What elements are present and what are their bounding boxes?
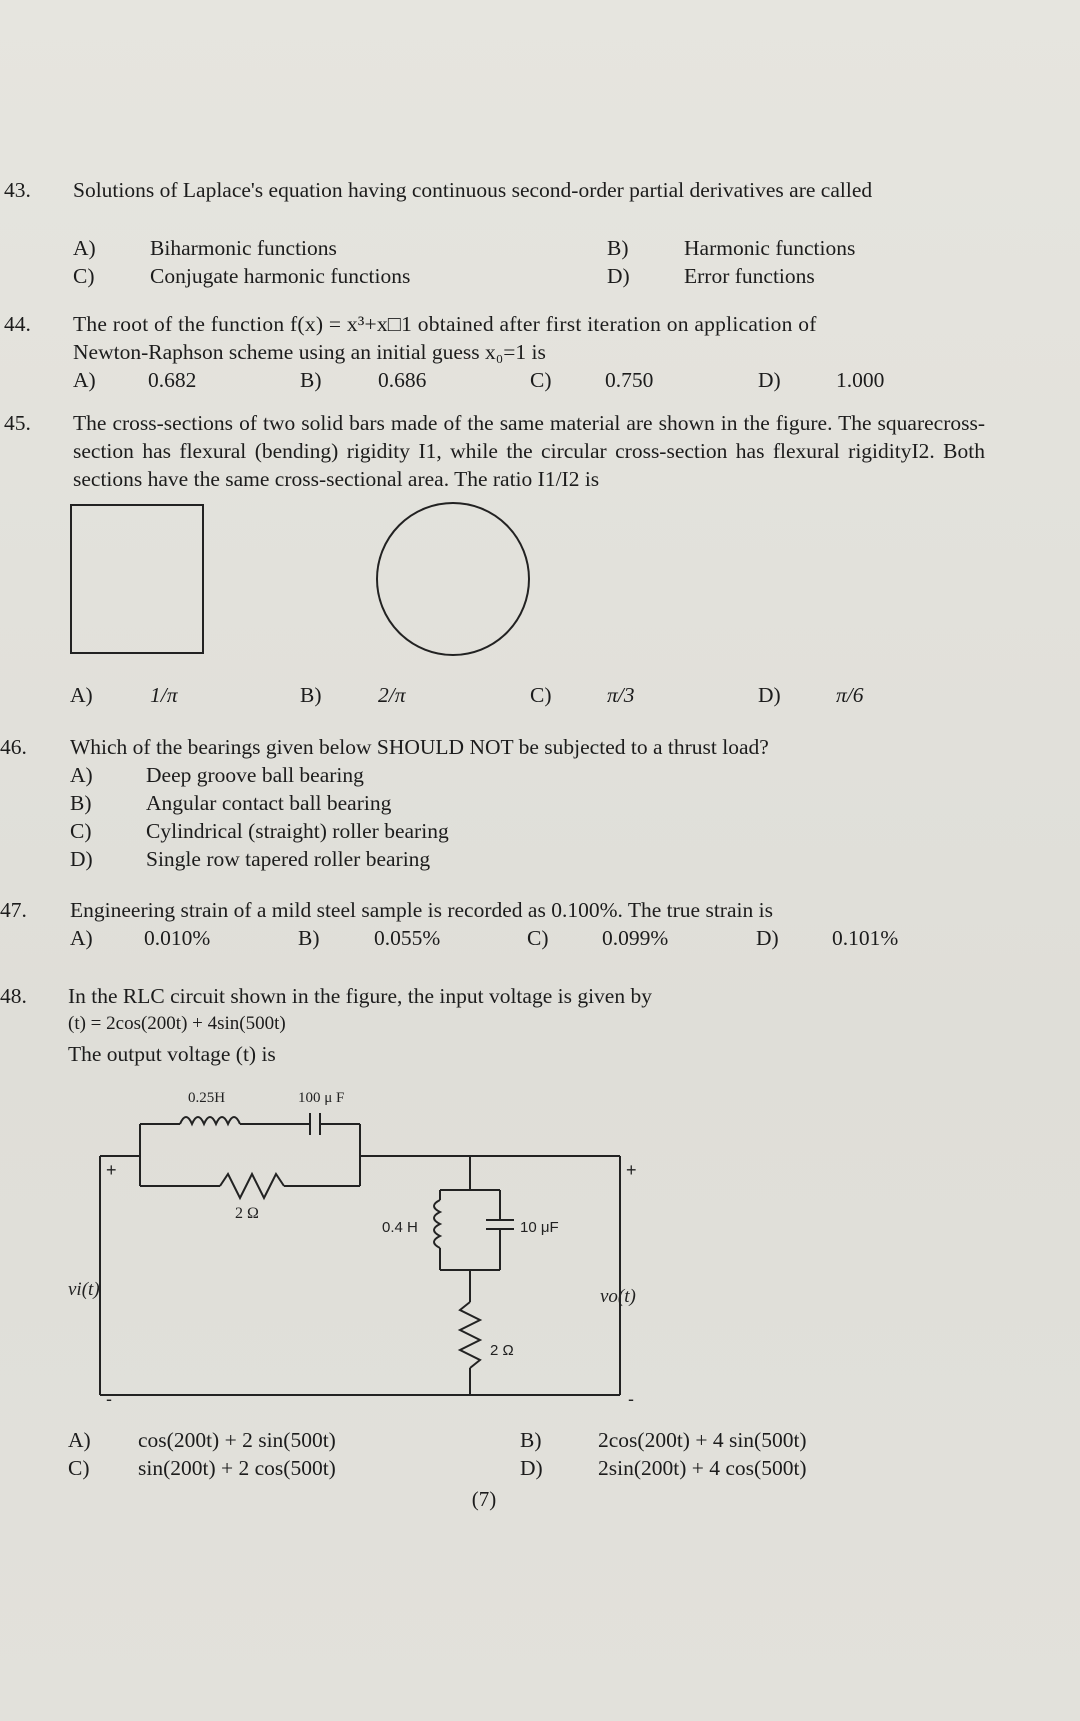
option-letter: A) <box>70 926 93 950</box>
option-letter: B) <box>607 236 629 260</box>
output-plus-label: + <box>626 1160 637 1180</box>
input-voltage-label: vi(t) <box>68 1279 100 1300</box>
capacitor-parallel-label: 10 μF <box>520 1219 559 1236</box>
inductor-parallel-symbol <box>434 1200 440 1248</box>
option-letter: D) <box>520 1456 543 1480</box>
option-letter: B) <box>520 1428 542 1452</box>
option-text: 0.099% <box>602 926 669 950</box>
option-letter: C) <box>527 926 549 950</box>
option-letter: C) <box>70 819 92 843</box>
option-text: 0.055% <box>374 926 441 950</box>
option-text: 0.010% <box>144 926 211 950</box>
circular-cross-section <box>377 503 529 655</box>
option-letter: D) <box>70 847 93 871</box>
resistor-bottom-symbol <box>460 1302 480 1368</box>
question-number: 48. <box>0 984 27 1008</box>
resistor-bottom-label: 2 Ω <box>490 1342 514 1359</box>
option-letter: C) <box>530 683 552 707</box>
question-number: 43. <box>4 178 31 202</box>
inductor-top-symbol <box>180 1117 240 1124</box>
option-text: Biharmonic functions <box>150 236 337 260</box>
option-letter: A) <box>70 763 93 787</box>
option-text: sin(200t) + 2 cos(500t) <box>138 1456 336 1480</box>
input-voltage-expression: (t) = 2cos(200t) + 4sin(500t) <box>68 1013 286 1034</box>
option-text: Angular contact ball bearing <box>146 791 392 815</box>
question-text-line: The output voltage (t) is <box>68 1042 276 1066</box>
option-letter: A) <box>68 1428 91 1452</box>
option-letter: C) <box>73 264 95 288</box>
inductor-parallel-label: 0.4 H <box>382 1219 418 1236</box>
question-text-line: The root of the function f(x) = x³+x□1 obtained after first iteration on application of <box>73 312 817 336</box>
option-text: Harmonic functions <box>684 236 856 260</box>
square-cross-section <box>71 505 203 653</box>
inductor-top-label: 0.25H <box>188 1090 226 1106</box>
question-number: 44. <box>4 312 31 336</box>
question-text: Solutions of Laplace's equation having continuous second-order partial derivatives are called <box>73 178 873 202</box>
question-number: 45. <box>4 411 31 435</box>
option-letter: C) <box>530 368 552 392</box>
capacitor-top-label: 100 μ F <box>298 1090 345 1106</box>
cross-section-figure <box>60 495 580 665</box>
question-text-line: Newton-Raphson scheme using an initial guess x₀=1 is <box>73 340 546 364</box>
option-letter: B) <box>70 791 92 815</box>
output-voltage-label: vo(t) <box>600 1286 636 1307</box>
option-letter: A) <box>73 236 96 260</box>
option-text: π/6 <box>836 683 864 707</box>
question-text-line: In the RLC circuit shown in the figure, the input voltage is given by <box>68 984 652 1008</box>
question-text: The cross-sections of two solid bars made of the same material are shown in the figure. The squarecross-section has flexural (bending) rigidity I1, while the circular cross-section has flexural rigidityI2. Both sections have the same cross-sectional area. The ratio I1/I2 is <box>73 411 985 491</box>
option-text: Conjugate harmonic functions <box>150 264 411 288</box>
option-letter: D) <box>758 368 781 392</box>
resistor-mid-label: 2 Ω <box>235 1205 259 1222</box>
option-text: 0.101% <box>832 926 899 950</box>
option-letter: C) <box>68 1456 90 1480</box>
option-letter: B) <box>300 683 322 707</box>
question-number: 46. <box>0 735 27 759</box>
option-letter: B) <box>298 926 320 950</box>
option-text: Cylindrical (straight) roller bearing <box>146 819 449 843</box>
option-letter: A) <box>73 368 96 392</box>
input-plus-label: + <box>106 1160 117 1180</box>
resistor-mid-symbol <box>220 1174 284 1198</box>
option-letter: D) <box>756 926 779 950</box>
option-text: 2sin(200t) + 4 cos(500t) <box>598 1456 807 1480</box>
question-text: Which of the bearings given below SHOULD NOT be subjected to a thrust load? <box>70 735 769 759</box>
option-letter: D) <box>607 264 630 288</box>
option-text: 0.750 <box>605 368 654 392</box>
option-text: 0.682 <box>148 368 197 392</box>
rlc-circuit-diagram <box>68 1080 660 1420</box>
option-text: 2cos(200t) + 4 sin(500t) <box>598 1428 807 1452</box>
option-text: Single row tapered roller bearing <box>146 847 431 871</box>
question-text: Engineering strain of a mild steel sample is recorded as 0.100%. The true strain is <box>70 898 773 922</box>
option-text: 0.686 <box>378 368 427 392</box>
input-minus-label: - <box>106 1389 112 1409</box>
option-text: Error functions <box>684 264 815 288</box>
page-number: (7) <box>471 1487 497 1511</box>
option-text: Deep groove ball bearing <box>146 763 364 787</box>
option-text: π/3 <box>607 683 635 707</box>
output-minus-label: - <box>628 1389 634 1409</box>
option-letter: B) <box>300 368 322 392</box>
option-letter: D) <box>758 683 781 707</box>
option-text: 2/π <box>378 683 406 707</box>
option-text: 1.000 <box>836 368 885 392</box>
option-letter: A) <box>70 683 93 707</box>
option-text: cos(200t) + 2 sin(500t) <box>138 1428 336 1452</box>
question-number: 47. <box>0 898 27 922</box>
option-text: 1/π <box>150 683 178 707</box>
